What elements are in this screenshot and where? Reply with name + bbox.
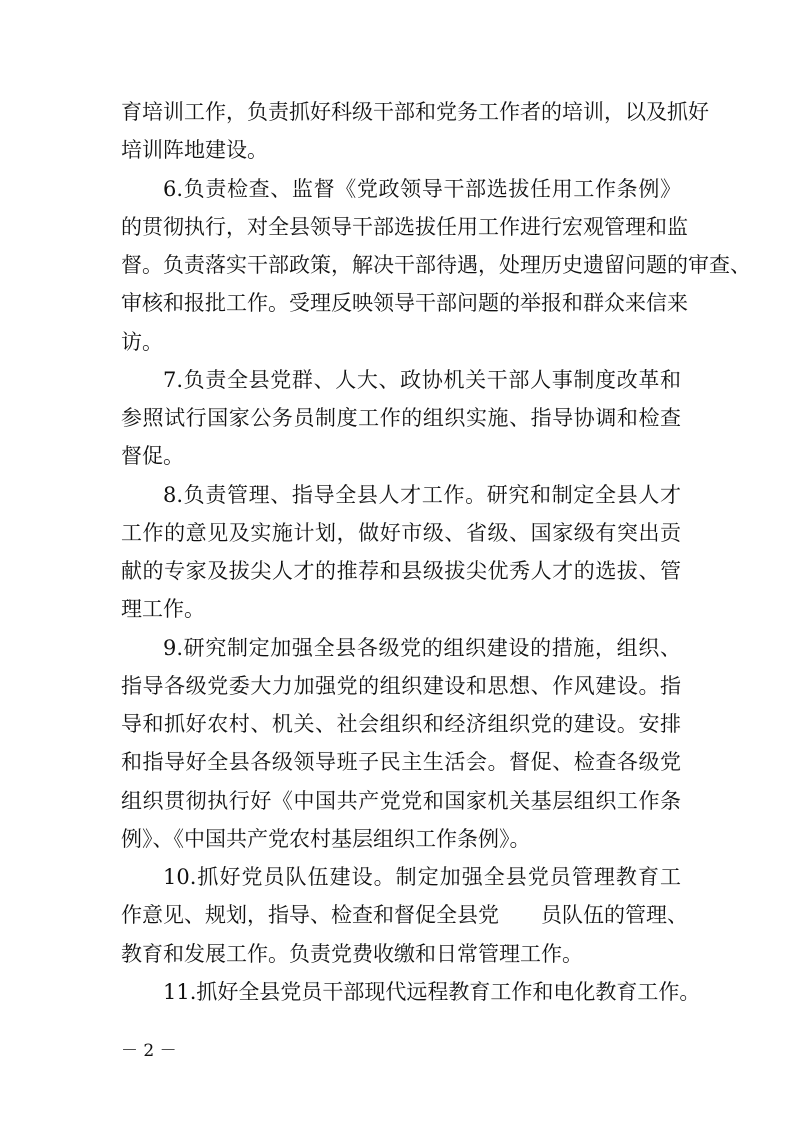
page-number: － 2 －	[121, 1041, 177, 1061]
text-line: 献的专家及拔尖人才的推荐和县级拔尖优秀人才的选拔、管	[121, 559, 681, 583]
text-line: 育培训工作，负责抓好科级干部和党务工作者的培训，以及抓好	[121, 100, 709, 124]
text-line: 理工作。	[121, 597, 205, 621]
text-line: 10.抓好党员队伍建设。制定加强全县党员管理教育工	[163, 865, 681, 889]
text-line: 作意见、规划，指导、检查和督促全县党 员队伍的管理、	[121, 903, 688, 927]
text-line: 7.负责全县党群、人大、政协机关干部人事制度改革和	[163, 368, 681, 392]
text-line: 9.研究制定加强全县各级党的组织建设的措施，组织、	[163, 636, 681, 660]
text-line: 例》、《中国共产党农村基层组织工作条例》。	[121, 827, 531, 851]
text-line: 组织贯彻执行好《中国共产党党和国家机关基层组织工作条	[121, 789, 681, 813]
text-line: 和指导好全县各级领导班子民主生活会。督促、检查各级党	[121, 750, 681, 774]
text-line: 11.抓好全县党员干部现代远程教育工作和电化教育工作。	[163, 980, 701, 1004]
text-line: 导和抓好农村、机关、社会组织和经济组织党的建设。安排	[121, 712, 681, 736]
text-line: 的贯彻执行，对全县领导干部选拔任用工作进行宏观管理和监	[121, 215, 688, 239]
text-line: 指导各级党委大力加强党的组织建设和思想、作风建设。指	[121, 674, 681, 698]
text-line: 访。	[121, 330, 163, 354]
text-line: 工作的意见及实施计划，做好市级、省级、国家级有突出贡	[121, 521, 681, 545]
text-line: 培训阵地建设。	[121, 138, 268, 162]
text-line: 审核和报批工作。受理反映领导干部问题的举报和群众来信来	[121, 291, 688, 315]
text-line: 6.负责检查、监督《党政领导干部选拔任用工作条例》	[163, 177, 681, 201]
text-line: 教育和发展工作。负责党费收缴和日常管理工作。	[121, 942, 583, 966]
text-line: 督促。	[121, 444, 184, 468]
text-line: 8.负责管理、指导全县人才工作。研究和制定全县人才	[163, 483, 681, 507]
text-line: 督。负责落实干部政策，解决干部待遇，处理历史遗留问题的审查、	[121, 253, 751, 277]
text-line: 参照试行国家公务员制度工作的组织实施、指导协调和检查	[121, 406, 681, 430]
